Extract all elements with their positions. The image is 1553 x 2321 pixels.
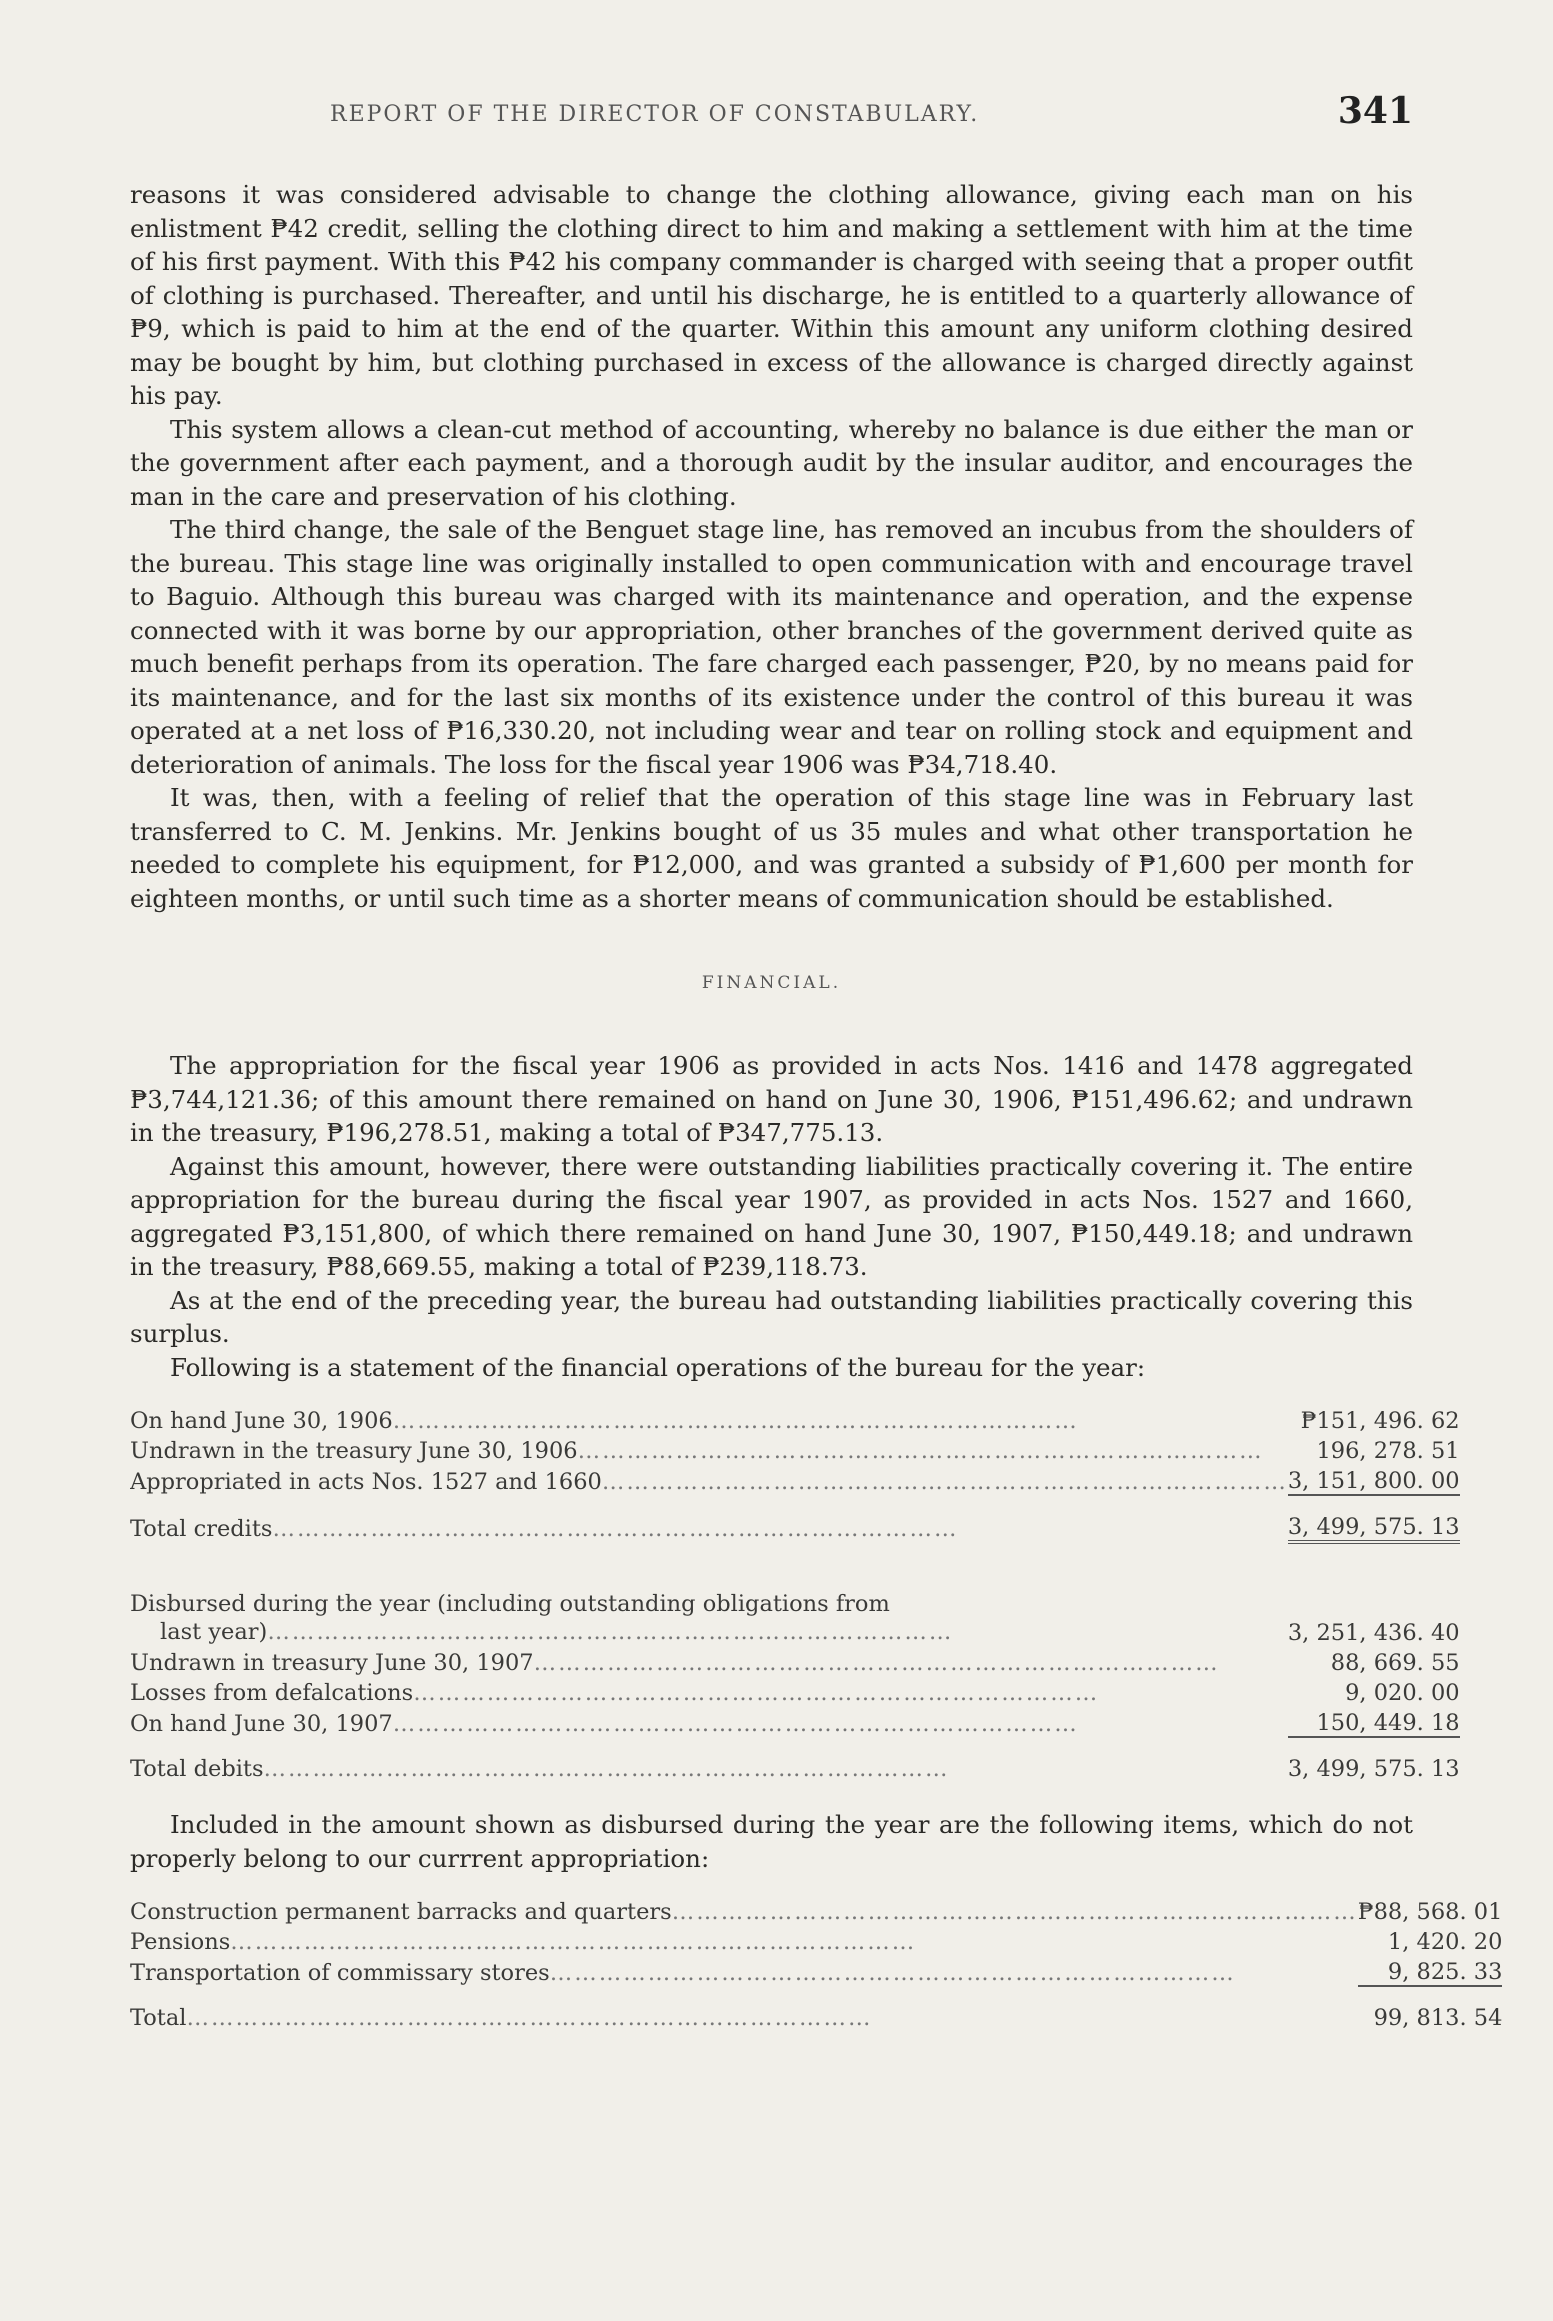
ledger-amount: 3, 151, 800. 00 (1287, 1468, 1460, 1494)
ledger-total-label: Total debits (130, 1756, 264, 1782)
financial-statement-table (130, 1404, 1460, 1782)
ledger-row: Losses from defalcations………………………………………………………………………… 9, 020. 00 (130, 1676, 1460, 1706)
ledger-total-label: Total credits (130, 1516, 273, 1542)
ledger-total-row: Total………………………………………………………………………… 99, 813. 54 (130, 1986, 1502, 2031)
paragraph-statement-intro: Following is a statement of the financial operations of the bureau for the year: (170, 1352, 1146, 1382)
ledger-label-continued: last year) (160, 1619, 268, 1645)
ledger-label: On hand June 30, 1906 (130, 1408, 393, 1434)
paragraph-surplus: As at the end of the preceding year, the bureau had outstanding liabilities practically covering this surplus. (130, 1285, 1413, 1348)
paragraph-appropriation-1906: The appropriation for the fiscal year 1906 as provided in acts Nos. 1416 and 1478 aggregated ₱3,744,121.36; of this amount there remained on hand on June 30, 1906, ₱151,496.62; and undrawn in the treasury, ₱196,278.51, making a total of ₱347,775.13. (130, 1051, 1413, 1147)
paragraph-included-items: Included in the amount shown as disbursed during the year are the following items, which do not properly belong to our currrent appropriation: (130, 1810, 1413, 1873)
ledger-total-amount: 3, 499, 575. 13 (1288, 1495, 1460, 1542)
paragraph-benguet-stage-line: The third change, the sale of the Benguet stage line, has removed an incubus from the shoulders of the bureau. This stage line was originally installed to open communication with and encourage travel to Baguio. Although this bureau was charged with its maintenance and operation, and the expense connected with it was borne by our appropriation, other branches of the government derived quite as much benefit perhaps from its operation. The fare charged each passenger, ₱20, by no means paid for its maintenance, and for the last six months of its existence under the control of this bureau it was operated at a net loss of ₱16,330.20, not including wear and tear on rolling stock and equipment and deterioration of animals. The loss for the fiscal year 1906 was ₱34,718.40. (130, 515, 1413, 779)
ledger-amount: ₱151, 496. 62 (1300, 1408, 1460, 1434)
ledger-amount: 88, 669. 55 (1330, 1650, 1460, 1676)
ledger-total-amount: 99, 813. 54 (1358, 1986, 1503, 2031)
items-table (130, 1895, 1502, 2031)
ledger-row: On hand June 30, 1907………………………………………………………………………… 150, 449. 18 (130, 1706, 1460, 1737)
ledger-row: Undrawn in the treasury June 30, 1906………………………………………………………………………… 196, 278. 51 (130, 1434, 1460, 1464)
ledger-total-amount: 3, 499, 575. 13 (1288, 1737, 1460, 1782)
ledger-label: Losses from defalcations (130, 1680, 414, 1706)
section-title-financial: FINANCIAL. (701, 973, 842, 993)
ledger-total-row: Total debits………………………………………………………………………… 3, 499, 575. 13 (130, 1737, 1460, 1782)
ledger-row: Transportation of commissary stores………………………………………………………………………… 9, 825. 33 (130, 1955, 1502, 1986)
ledger-amount: 1, 420. 20 (1387, 1929, 1503, 1955)
ledger-total-label: Total (130, 2005, 187, 2031)
paragraph-liabilities: Against this amount, however, there were outstanding liabilities practically covering it. The entire appropriation for the bureau during the fiscal year 1907, as provided in acts Nos. 1527 and 1660, aggregated ₱3,151,800, of which there remained on hand June 30, 1907, ₱150,449.18; and undrawn in the treasury, ₱88,669.55, making a total of ₱239,118.73. (130, 1151, 1413, 1281)
ledger-amount: 3, 251, 436. 40 (1287, 1620, 1460, 1646)
ledger-row: Pensions………………………………………………………………………… 1, 420. 20 (130, 1925, 1502, 1955)
paragraph-stage-line-transfer: It was, then, with a feeling of relief that the operation of this stage line was in February last transferred to C. M. Jenkins. Mr. Jenkins bought of us 35 mules and what other transportation he needed to complete his equipment, for ₱12,000, and was granted a subsidy of ₱1,600 per month for eighteen months, or until such time as a shorter means of communication should be established. (130, 783, 1413, 913)
ledger-label: Transportation of commissary stores (130, 1960, 550, 1986)
ledger-row: Construction permanent barracks and quarters………………………………………………………………………… ₱88, 568. 01 (130, 1895, 1502, 1925)
page-header (130, 90, 1413, 150)
ledger-label: Undrawn in treasury June 30, 1907 (130, 1650, 534, 1676)
ledger-label: On hand June 30, 1907 (130, 1711, 393, 1737)
ledger-label: Pensions (130, 1929, 231, 1955)
page-number: 341 (1337, 90, 1413, 132)
ledger-label: Undrawn in the treasury June 30, 1906 (130, 1438, 578, 1464)
paragraph-clothing-allowance: reasons it was considered advisable to change the clothing allowance, giving each man on his enlistment ₱42 credit, selling the clothing direct to him and making a settlement with him at the time of his first payment. With this ₱42 his company commander is charged with seeing that a proper outfit of clothing is purchased. Thereafter, and until his discharge, he is entitled to a quarterly allowance of ₱9, which is paid to him at the end of the quarter. Within this amount any uniform clothing desired may be bought by him, but clothing purchased in excess of the allowance is charged directly against his pay. (130, 180, 1413, 410)
ledger-total-row: Total credits………………………………………………………………………… 3, 499, 575. 13 (130, 1495, 1460, 1542)
ledger-row: Appropriated in acts Nos. 1527 and 1660………………………………………………………………………… 3, 151, 800. 00 (130, 1464, 1460, 1495)
ledger-label: Appropriated in acts Nos. 1527 and 1660 (130, 1469, 602, 1495)
ledger-label: Disbursed during the year (including outstanding obligations from (130, 1591, 890, 1617)
ledger-label: Construction permanent barracks and quarters (130, 1899, 672, 1925)
ledger-amount: 9, 825. 33 (1387, 1959, 1503, 1985)
running-head: REPORT OF THE DIRECTOR OF CONSTABULARY. (330, 102, 980, 127)
ledger-row: On hand June 30, 1906………………………………………………………………………… ₱151, 496. 62 (130, 1404, 1460, 1434)
ledger-amount: 150, 449. 18 (1316, 1710, 1460, 1736)
ledger-row: Disbursed during the year (including outstanding obligations from last year)………………………………………………………………………… 3, 251, 436. 40 (130, 1591, 1460, 1646)
ledger-amount: 196, 278. 51 (1316, 1438, 1460, 1464)
ledger-row: Undrawn in treasury June 30, 1907………………………………………………………………………… 88, 669. 55 (130, 1646, 1460, 1676)
ledger-amount: 9, 020. 00 (1345, 1680, 1460, 1706)
ledger-amount: ₱88, 568. 01 (1357, 1899, 1503, 1925)
paragraph-accounting-system: This system allows a clean-cut method of accounting, whereby no balance is due either the man or the government after each payment, and a thorough audit by the insular auditor, and encourages the man in the care and preservation of his clothing. (130, 414, 1413, 511)
